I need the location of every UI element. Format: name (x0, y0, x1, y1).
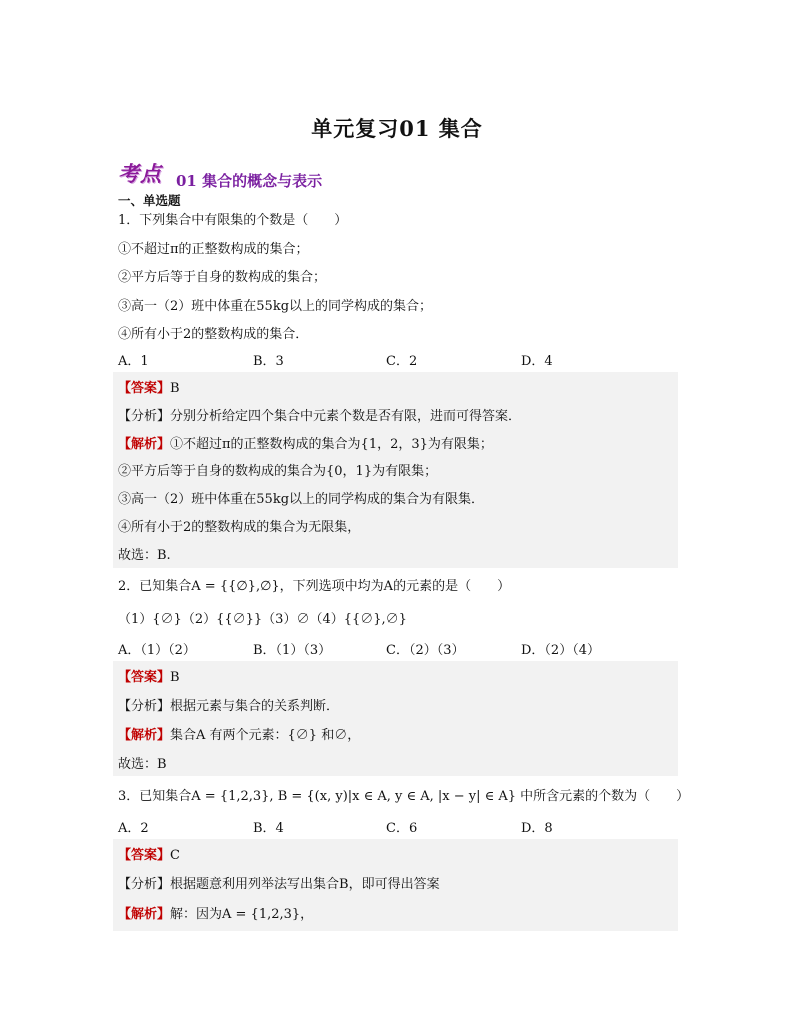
q1-option-a: A．1 (118, 354, 149, 369)
analysis-tag: 【分析】 (118, 409, 171, 424)
q3-option-b: B．4 (253, 821, 284, 836)
q1-item-3: ③高一（2）班中体重在55kg以上的同学构成的集合； (118, 299, 433, 314)
q1-item-2: ②平方后等于自身的数构成的集合； (118, 270, 327, 285)
q3-option-a: A．2 (118, 821, 149, 836)
answer-tag: 【答案】 (118, 381, 171, 396)
q2-answer-box (113, 661, 678, 776)
q1-option-b: B．3 (253, 354, 284, 369)
q1-analysis: 【分析】分别分析给定四个集合中元素个数是否有限，进而可得答案． (118, 409, 522, 424)
q3-stem: 3．已知集合A = {1,2,3}, B = {(x, y)|x ∈ A, y ∈ A, |x − y| ∈ A} 中所含元素的个数为（ ） (118, 789, 690, 804)
q1-option-d: D．4 (521, 354, 553, 369)
subsection-heading: 一、单选题 (118, 193, 181, 208)
q2-conclusion: 故选：B (118, 757, 167, 772)
q2-option-c: C．（2）（3） (386, 643, 465, 658)
page-title: 单元复习01 集合 (311, 116, 483, 141)
q1-solution-5: 故选：B. (118, 548, 171, 563)
section-title: 01 集合的概念与表示 (176, 172, 323, 190)
q1-item-4: ④所有小于2的整数构成的集合． (118, 327, 309, 342)
q2-answer: 【答案】B (118, 670, 180, 685)
kaodian-badge: 考点 (118, 161, 162, 186)
q2-option-d: D．（2）（4） (521, 643, 600, 658)
q2-option-b: B．（1）（3） (253, 643, 332, 658)
q1-solution-2: ②平方后等于自身的数构成的集合为{0，1}为有限集； (118, 464, 438, 479)
q2-analysis: 【分析】根据元素与集合的关系判断． (118, 699, 340, 714)
q1-option-c: C．2 (386, 354, 418, 369)
q3-answer: 【答案】C (118, 848, 180, 863)
q3-option-c: C．6 (386, 821, 418, 836)
q2-option-a: A．（1）（2） (118, 643, 196, 658)
q1-solution-1: 【解析】①不超过π的正整数构成的集合为{1，2，3}为有限集； (118, 437, 493, 452)
q1-solution-3: ③高一（2）班中体重在55kg以上的同学构成的集合为有限集． (118, 492, 485, 507)
q1-answer: 【答案】B (118, 381, 180, 396)
q3-solution: 【解析】解：因为A = {1,2,3}， (118, 907, 314, 922)
q2-items: （1）{∅}（2）{{∅}}（3）∅（4）{{∅},∅} (118, 612, 407, 627)
q2-stem: 2．已知集合A = {{∅},∅}，下列选项中均为A的元素的是（ ） (118, 579, 511, 594)
q1-solution-4: ④所有小于2的整数构成的集合为无限集， (118, 520, 361, 535)
q1-item-1: ①不超过π的正整数构成的集合； (118, 242, 309, 257)
q3-option-d: D．8 (521, 821, 553, 836)
q2-solution: 【解析】集合A 有两个元素：{∅} 和∅， (118, 728, 361, 743)
q1-stem: 1．下列集合中有限集的个数是（ ） (118, 213, 348, 228)
solution-tag: 【解析】 (118, 437, 171, 452)
q3-analysis: 【分析】根据题意利用列举法写出集合B，即可得出答案 (118, 877, 440, 892)
